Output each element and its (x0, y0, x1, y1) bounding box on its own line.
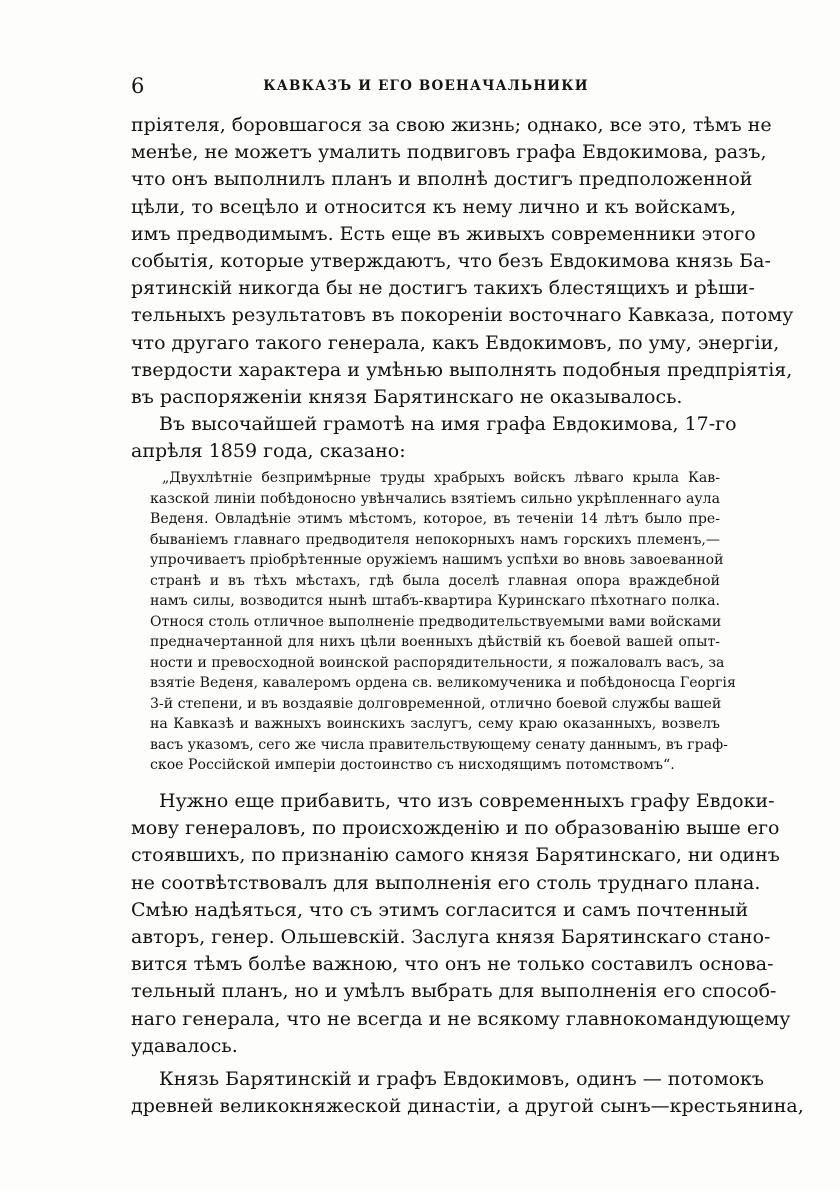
paragraph (131, 411, 737, 465)
quote-line: упрочиваетъ пріобрѣтенные оружіемъ нашимъ успѣхи во вновь завоеванной (150, 552, 724, 568)
paragraph (131, 1066, 804, 1120)
text-line: древней великокняжеской династіи, а другой сынъ—крестьянина, (131, 1095, 804, 1118)
quote-line: предначертанной для нихъ цѣли военныхъ дѣйствій къ боевой вашей опыт- (150, 634, 720, 650)
text-line: твердости характера и умѣнью выполнять подобныя предпріятія, (131, 358, 793, 381)
text-line: Нужно еще прибавить, что изъ современныхъ графу Евдоки- (159, 790, 775, 812)
quote-line: на Кавказѣ и важныхъ воинскихъ заслугъ, сему краю оказанныхъ, возвелъ (150, 716, 720, 732)
quote-line: 3-й степени, и въ воздаявіе долговременной, отлично боевой службы вашей (150, 695, 722, 712)
text-line: вится тѣмъ болѣе важною, что онъ не только составилъ основа- (131, 953, 774, 976)
paragraph (131, 788, 791, 1060)
quote-line: ское Россійской имперіи достоинство съ нисходящимъ потомствомъ“. (150, 757, 675, 773)
text-line: менѣе, не можетъ умалить подвиговъ графа Евдокимова, разъ, (131, 141, 767, 164)
quote-line: Веденя. Овладѣніе этимъ мѣстомъ, которое, въ теченіи 14 лѣтъ было пре- (150, 511, 720, 527)
text-line: Въ высочайшей грамотѣ на имя графа Евдокимова, 17-го (159, 413, 737, 436)
quote-line: взятіе Веденя, кавалеромъ ордена св. великомученика и побѣдоносца Георгія (150, 675, 736, 691)
quote-line: „Двухлѣтніе безпримѣрные труды храбрыхъ войскъ лѣваго крыла Кав- (162, 470, 720, 486)
text-line: апрѣля 1859 года, сказано: (131, 440, 406, 463)
text-line: что онъ выполнилъ планъ и вполнѣ достигъ предположенной (131, 168, 753, 191)
page-header (131, 73, 721, 99)
text-line: рятинскій никогда бы не достигъ такихъ блестящихъ и рѣши- (131, 277, 755, 300)
text-line: пріятеля, боровшагося за свою жизнь; однако, все это, тѣмъ не (131, 114, 772, 136)
quote-line: васъ указомъ, сего же числа правительствующему сенату даннымъ, въ граф- (150, 736, 728, 753)
quote-line: казской линіи побѣдоносно увѣнчались взятіемъ сильно укрѣпленнаго аула (150, 490, 720, 507)
text-line: Смѣю надѣяться, что съ этимъ согласится и самъ почтенный (131, 898, 749, 921)
text-line: наго генерала, что не всегда и не всякому главнокомандующему (131, 1007, 791, 1030)
text-line: въ распоряженіи князя Барятинскаго не оказывалось. (131, 386, 683, 409)
page-number: 6 (131, 74, 145, 98)
text-line: удавалось. (131, 1034, 238, 1057)
body-text-top (131, 112, 794, 466)
quote-line: странѣ и въ тѣхъ мѣстахъ, гдѣ была доселѣ главная опора враждебной (150, 572, 720, 589)
text-line: событія, которые утверждаютъ, что безъ Евдокимова князь Ба- (131, 250, 771, 273)
text-line: авторъ, генер. Ольшевскій. Заслуга князя Барятинскаго стано- (131, 926, 771, 949)
paragraph (131, 112, 794, 411)
quote-line: быванiемъ главнаго предводителя непокорныхъ намъ горскихъ племенъ,— (150, 531, 720, 548)
body-text-bottom (131, 788, 804, 1120)
text-line: тельныхъ результатовъ въ покореніи восточнаго Кавказа, потому (131, 304, 794, 327)
quote-line: намъ силы, возводится нынѣ штабъ-квартира Куринскаго пѣхотнаго полка. (150, 593, 720, 609)
quote-line: ности и превосходной воинской распорядительности, я пожаловалъ васъ, за (150, 654, 725, 671)
text-line: что другаго такого генерала, какъ Евдокимовъ, по уму, энергіи, (131, 331, 780, 354)
text-line: Князь Барятинскій и графъ Евдокимовъ, одинъ — потомокъ (159, 1068, 765, 1091)
text-line: не соотвѣтствовалъ для выполненія его столь труднаго плана. (131, 871, 761, 894)
text-line: стоявшихъ, по признанію самого князя Барятинскаго, ни одинъ (131, 844, 780, 867)
running-title: КАВКАЗЪ И ЕГО ВОЕНАЧАЛЬНИКИ (263, 78, 589, 94)
text-line: мову генераловъ, по происхожденію и по образованію выше его (131, 817, 780, 840)
quote-line: Относя столь отличное выполненіе предводительствуемыми вами войсками (150, 613, 722, 630)
block-quote (150, 468, 736, 776)
text-line: имъ предводимымъ. Есть еще въ живыхъ современники этого (131, 222, 756, 245)
text-line: цѣли, то всецѣло и относится къ нему лично и къ войскамъ, (131, 195, 737, 218)
text-line: тельный планъ, но и умѣлъ выбрать для выполненія его способ- (131, 980, 777, 1003)
